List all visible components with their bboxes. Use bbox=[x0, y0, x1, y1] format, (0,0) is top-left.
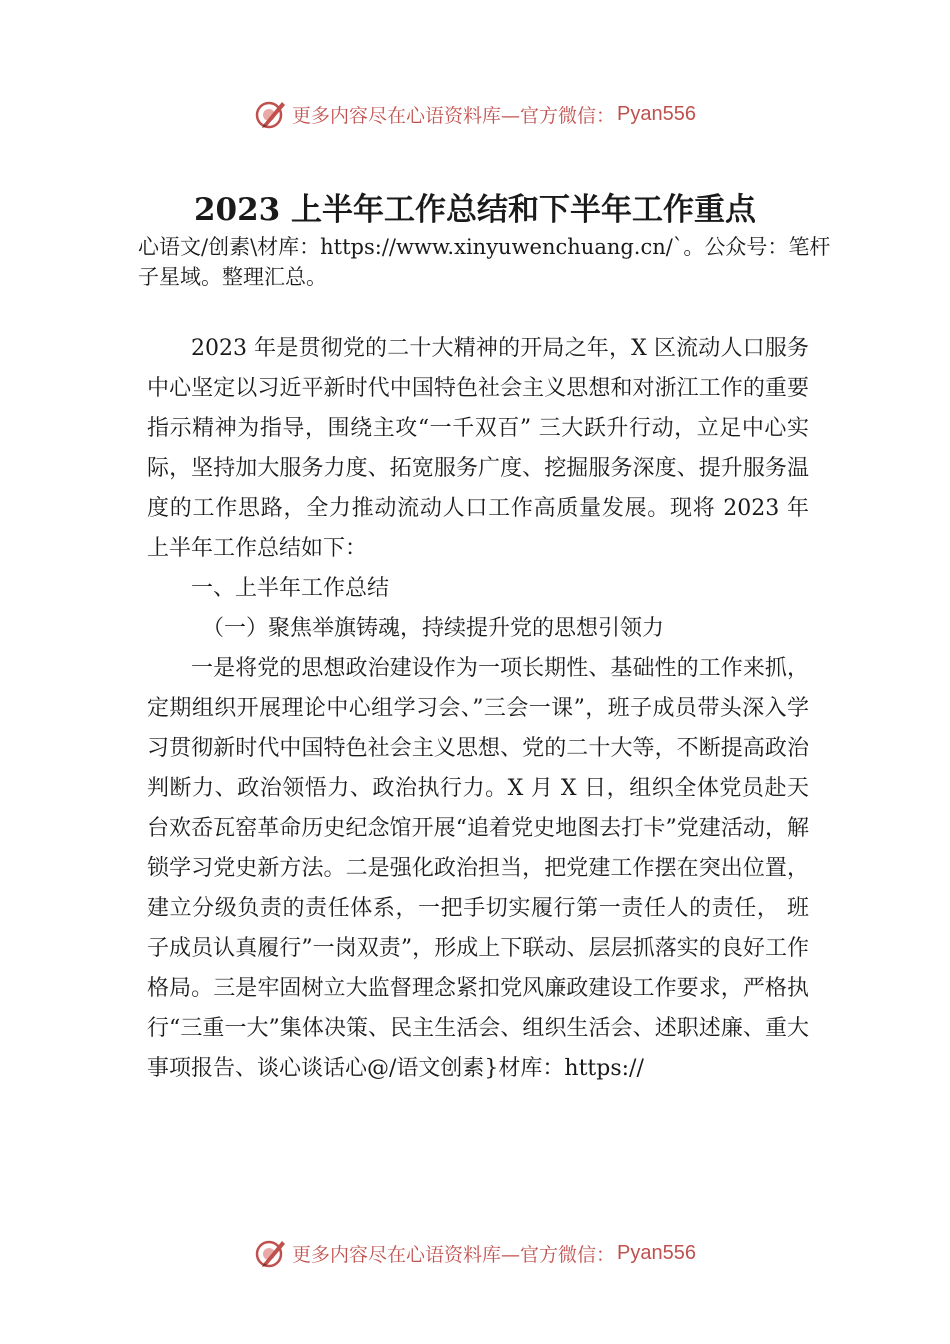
document-body bbox=[147, 329, 809, 1089]
pen-logo-icon bbox=[254, 97, 288, 131]
banner-text: 更多内容尽在心语资料库—官方微信： bbox=[292, 1243, 616, 1266]
document-title: 2023 上半年工作总结和下半年工作重点 bbox=[193, 192, 757, 228]
banner-account-id: Pyan556 bbox=[617, 1241, 696, 1264]
header-watermark-banner bbox=[0, 94, 950, 134]
intro-paragraph: 2023 年是贯彻党的二十大精神的开局之年，X 区流动人口服务中心坚定以习近平新时代中国特色社会主义思想和对浙江工作的重要指示精神为指导，围绕主攻“一千双百” 三大跃升行动，立足中心实际，坚持加大服务力度、拓宽服务广度、挖掘服务深度、提升服务温度的工作思路，全力推动流动人口工作高质量发展。现将 2023 年上半年工作总结如下： bbox=[147, 336, 809, 561]
section-heading: 一、上半年工作总结 bbox=[191, 576, 390, 601]
banner-text: 更多内容尽在心语资料库—官方微信： bbox=[292, 104, 616, 127]
pen-logo-icon bbox=[254, 1236, 288, 1270]
source-note: 心语文/创素\材库：https://www.xinyuwenchuang.cn/`。公众号：笔杆子星域。整理汇总。 bbox=[138, 235, 831, 289]
body-paragraph: 一是将党的思想政治建设作为一项长期性、基础性的工作来抓，定期组织开展理论中心组学习会、”三会一课”，班子成员带头深入学习贯彻新时代中国特色社会主义思想、党的二十大等，不断提高政治判断力、政治领悟力、政治执行力。X 月 X 日，组织全体党员赴天台欢岙瓦窑革命历史纪念馆开展“追着党史地图去打卡”党建活动，解锁学习党史新方法。二是强化政治担当，把党建工作摆在突出位置，建立分级负责的责任体系，一把手切实履行第一责任人的责任， 班子成员认真履行”一岗双责”，形成上下联动、层层抓落实的良好工作格局。三是牢固树立大监督理念紧扣党风廉政建设工作要求，严格执行“三重一大”集体决策、民主生活会、组织生活会、述职述廉、重大事项报告、谈心谈话心@/语文创素}材库：https:// bbox=[147, 656, 809, 1081]
footer-watermark-banner bbox=[0, 1233, 950, 1273]
subsection-heading: （一）聚焦举旗铸魂，持续提升党的思想引领力 bbox=[202, 616, 665, 641]
banner-account-id: Pyan556 bbox=[617, 102, 696, 125]
